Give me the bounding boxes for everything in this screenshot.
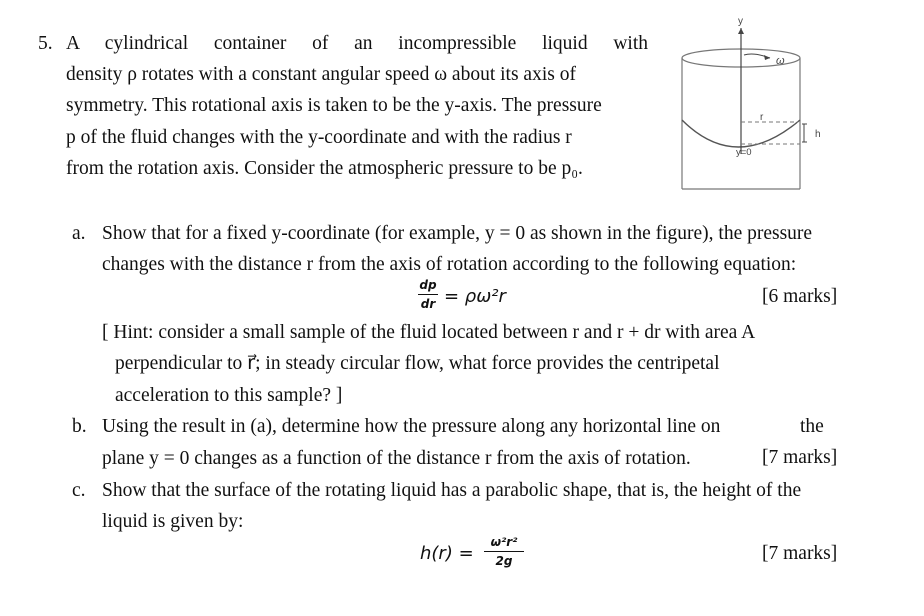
part-c-marks: [7 marks] [762, 543, 838, 564]
part-c-eq-denominator: 2g [495, 554, 513, 568]
part-a-eq-fraction-bar [418, 294, 438, 295]
intro-line-2: density ρ rotates with a constant angular speed ω about its axis of [66, 64, 576, 85]
part-a-line-1: Show that for a fixed y-coordinate (for example, y = 0 as shown in the figure), the pressure [102, 223, 813, 244]
part-b-line-1-right: the [800, 416, 824, 437]
intro-line-3: symmetry. This rotational axis is taken to be the y-axis. The pressure [66, 95, 602, 116]
intro-line-1: A cylindrical container of an incompressible liquid with [66, 33, 648, 54]
part-c-letter: c. [72, 480, 86, 501]
y0-label: y=0 [736, 147, 752, 158]
part-a-letter: a. [72, 223, 86, 244]
part-b-line-2: plane y = 0 changes as a function of the distance r from the axis of rotation. [102, 448, 691, 469]
part-c-equation-fraction [484, 535, 524, 568]
part-a-marks: [6 marks] [762, 286, 838, 307]
part-a-hint-line-3: acceleration to this sample? ] [115, 385, 343, 406]
part-a-hint-line-1: [ Hint: consider a small sample of the fluid located between r and r + dr with area A [102, 322, 756, 343]
part-a-eq-rhs: = ρω²r [444, 286, 506, 307]
r-label: r [760, 112, 764, 123]
problem-number: 5. [38, 33, 53, 54]
part-c-line-1: Show that the surface of the rotating liquid has a parabolic shape, that is, the height of the [102, 480, 802, 501]
omega-label: ω [776, 55, 785, 67]
h-label: h [815, 129, 821, 140]
part-a-eq-denominator: dr [420, 297, 436, 311]
axis-label: y [738, 16, 743, 27]
part-a-hint-line-2: perpendicular to r⃗; in steady circular flow, what force provides the centripetal [115, 353, 720, 374]
part-b-letter: b. [72, 416, 87, 437]
part-c-eq-numerator: ω²r² [490, 535, 518, 549]
part-b-marks: [7 marks] [762, 447, 838, 468]
intro-line-5: from the rotation axis. Consider the atmospheric pressure to be p₀. [66, 158, 583, 179]
rotating-cylinder-figure [672, 14, 832, 194]
part-b-line-1-left: Using the result in (a), determine how the pressure along any horizontal line on [102, 416, 721, 437]
intro-line-4: p of the fluid changes with the y-coordinate and with the radius r [66, 127, 572, 148]
part-a-eq-numerator: dp [419, 278, 437, 292]
axis-arrowhead [738, 28, 744, 34]
part-c-eq-fraction-bar [484, 551, 524, 552]
part-c-eq-lhs: h(r) = [420, 543, 474, 564]
part-a-equation-fraction [418, 278, 438, 311]
part-c-line-2: liquid is given by: [102, 511, 244, 532]
part-a-line-2: changes with the distance r from the axis of rotation according to the following equation: [102, 254, 797, 275]
